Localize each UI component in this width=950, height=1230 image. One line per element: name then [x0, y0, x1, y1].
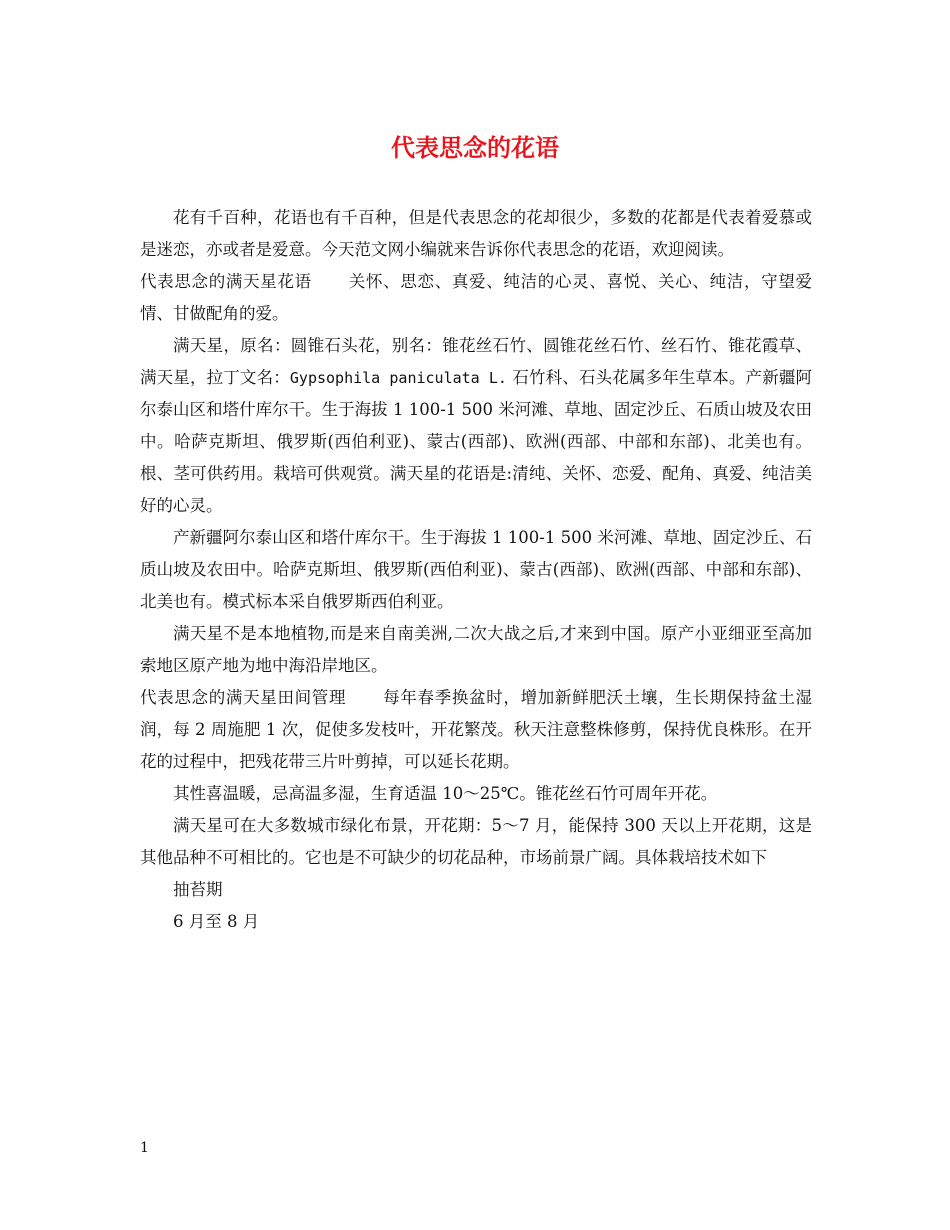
page-title: 代表思念的花语 [391, 133, 559, 162]
document-body [140, 202, 812, 938]
paragraph-flowering: 满天星可在大多数城市绿化布景，开花期：5～7 月，能保持 300 天以上开花期，这是其他品种不可相比的。它也是不可缺少的切花品种，市场前景广阔。具体栽培技术如下 [140, 816, 812, 867]
paragraph-botany [140, 330, 812, 522]
botany-text-a: 满天星，原名：圆锥石头花，别名：锥花丝石竹、圆锥花丝石竹、丝石竹、锥花霞草、满天星，拉丁文名： [140, 336, 812, 387]
paragraph-field-management [140, 682, 812, 778]
paragraph-flower-language [140, 266, 812, 330]
paragraph-months: 6 月至 8 月 [173, 912, 260, 931]
paragraph-temperature: 其性喜温暖，忌高温多湿，生育适温 10～25℃。锥花丝石竹可周年开花。 [173, 784, 718, 803]
paragraph-bolting-stage: 抽苔期 [173, 880, 223, 899]
paragraph-distribution: 产新疆阿尔泰山区和塔什库尔干。生于海拔 1 100-1 500 米河滩、草地、固定沙丘、石质山坡及农田中。哈萨克斯坦、俄罗斯(西伯利亚)、蒙古(西部)、欧洲(西部、中部和东部)、北美也有。模式标本采自俄罗斯西伯利亚。 [140, 528, 812, 611]
botany-text-b: 石竹科、石头花属多年生草本。产新疆阿尔泰山区和塔什库尔干。生于海拔 1 100-1 500 米河滩、草地、固定沙丘、石质山坡及农田中。哈萨克斯坦、俄罗斯(西伯利亚)、蒙古(西部)、欧洲(西部、中部和东部)、北美也有。根、茎可供药用。栽培可供观赏。满天星的花语是:清纯、关怀、恋爱、配角、真爱、纯洁美好的心灵。 [140, 368, 813, 515]
section-heading-flower-language: 代表思念的满天星花语 [140, 272, 312, 291]
page-number: 1 [140, 1140, 149, 1156]
paragraph-intro: 花有千百种，花语也有千百种，但是代表思念的花却很少，多数的花都是代表着爱慕或是迷恋，亦或者是爱意。今天范文网小编就来告诉你代表思念的花语，欢迎阅读。 [140, 208, 812, 259]
section-heading-field-management: 代表思念的满天星田间管理 [140, 688, 347, 707]
flower-language-text: 关怀、思恋、真爱、纯洁的心灵、喜悦、关心、纯洁，守望爱情、甘做配角的爱。 [140, 272, 813, 323]
latin-name: Gypsophila paniculata L. [289, 369, 507, 387]
paragraph-origin: 满天星不是本地植物,而是来自南美洲,二次大战之后,才来到中国。原产小亚细亚至高加索地区原产地为地中海沿岸地区。 [140, 624, 812, 675]
field-management-text: 每年春季换盆时，增加新鲜肥沃土壤，生长期保持盆土湿润，每 2 周施肥 1 次，促使多发枝叶，开花繁茂。秋天注意整株修剪，保持优良株形。在开花的过程中，把残花带三片叶剪掉，可以延长花期。 [140, 688, 813, 771]
